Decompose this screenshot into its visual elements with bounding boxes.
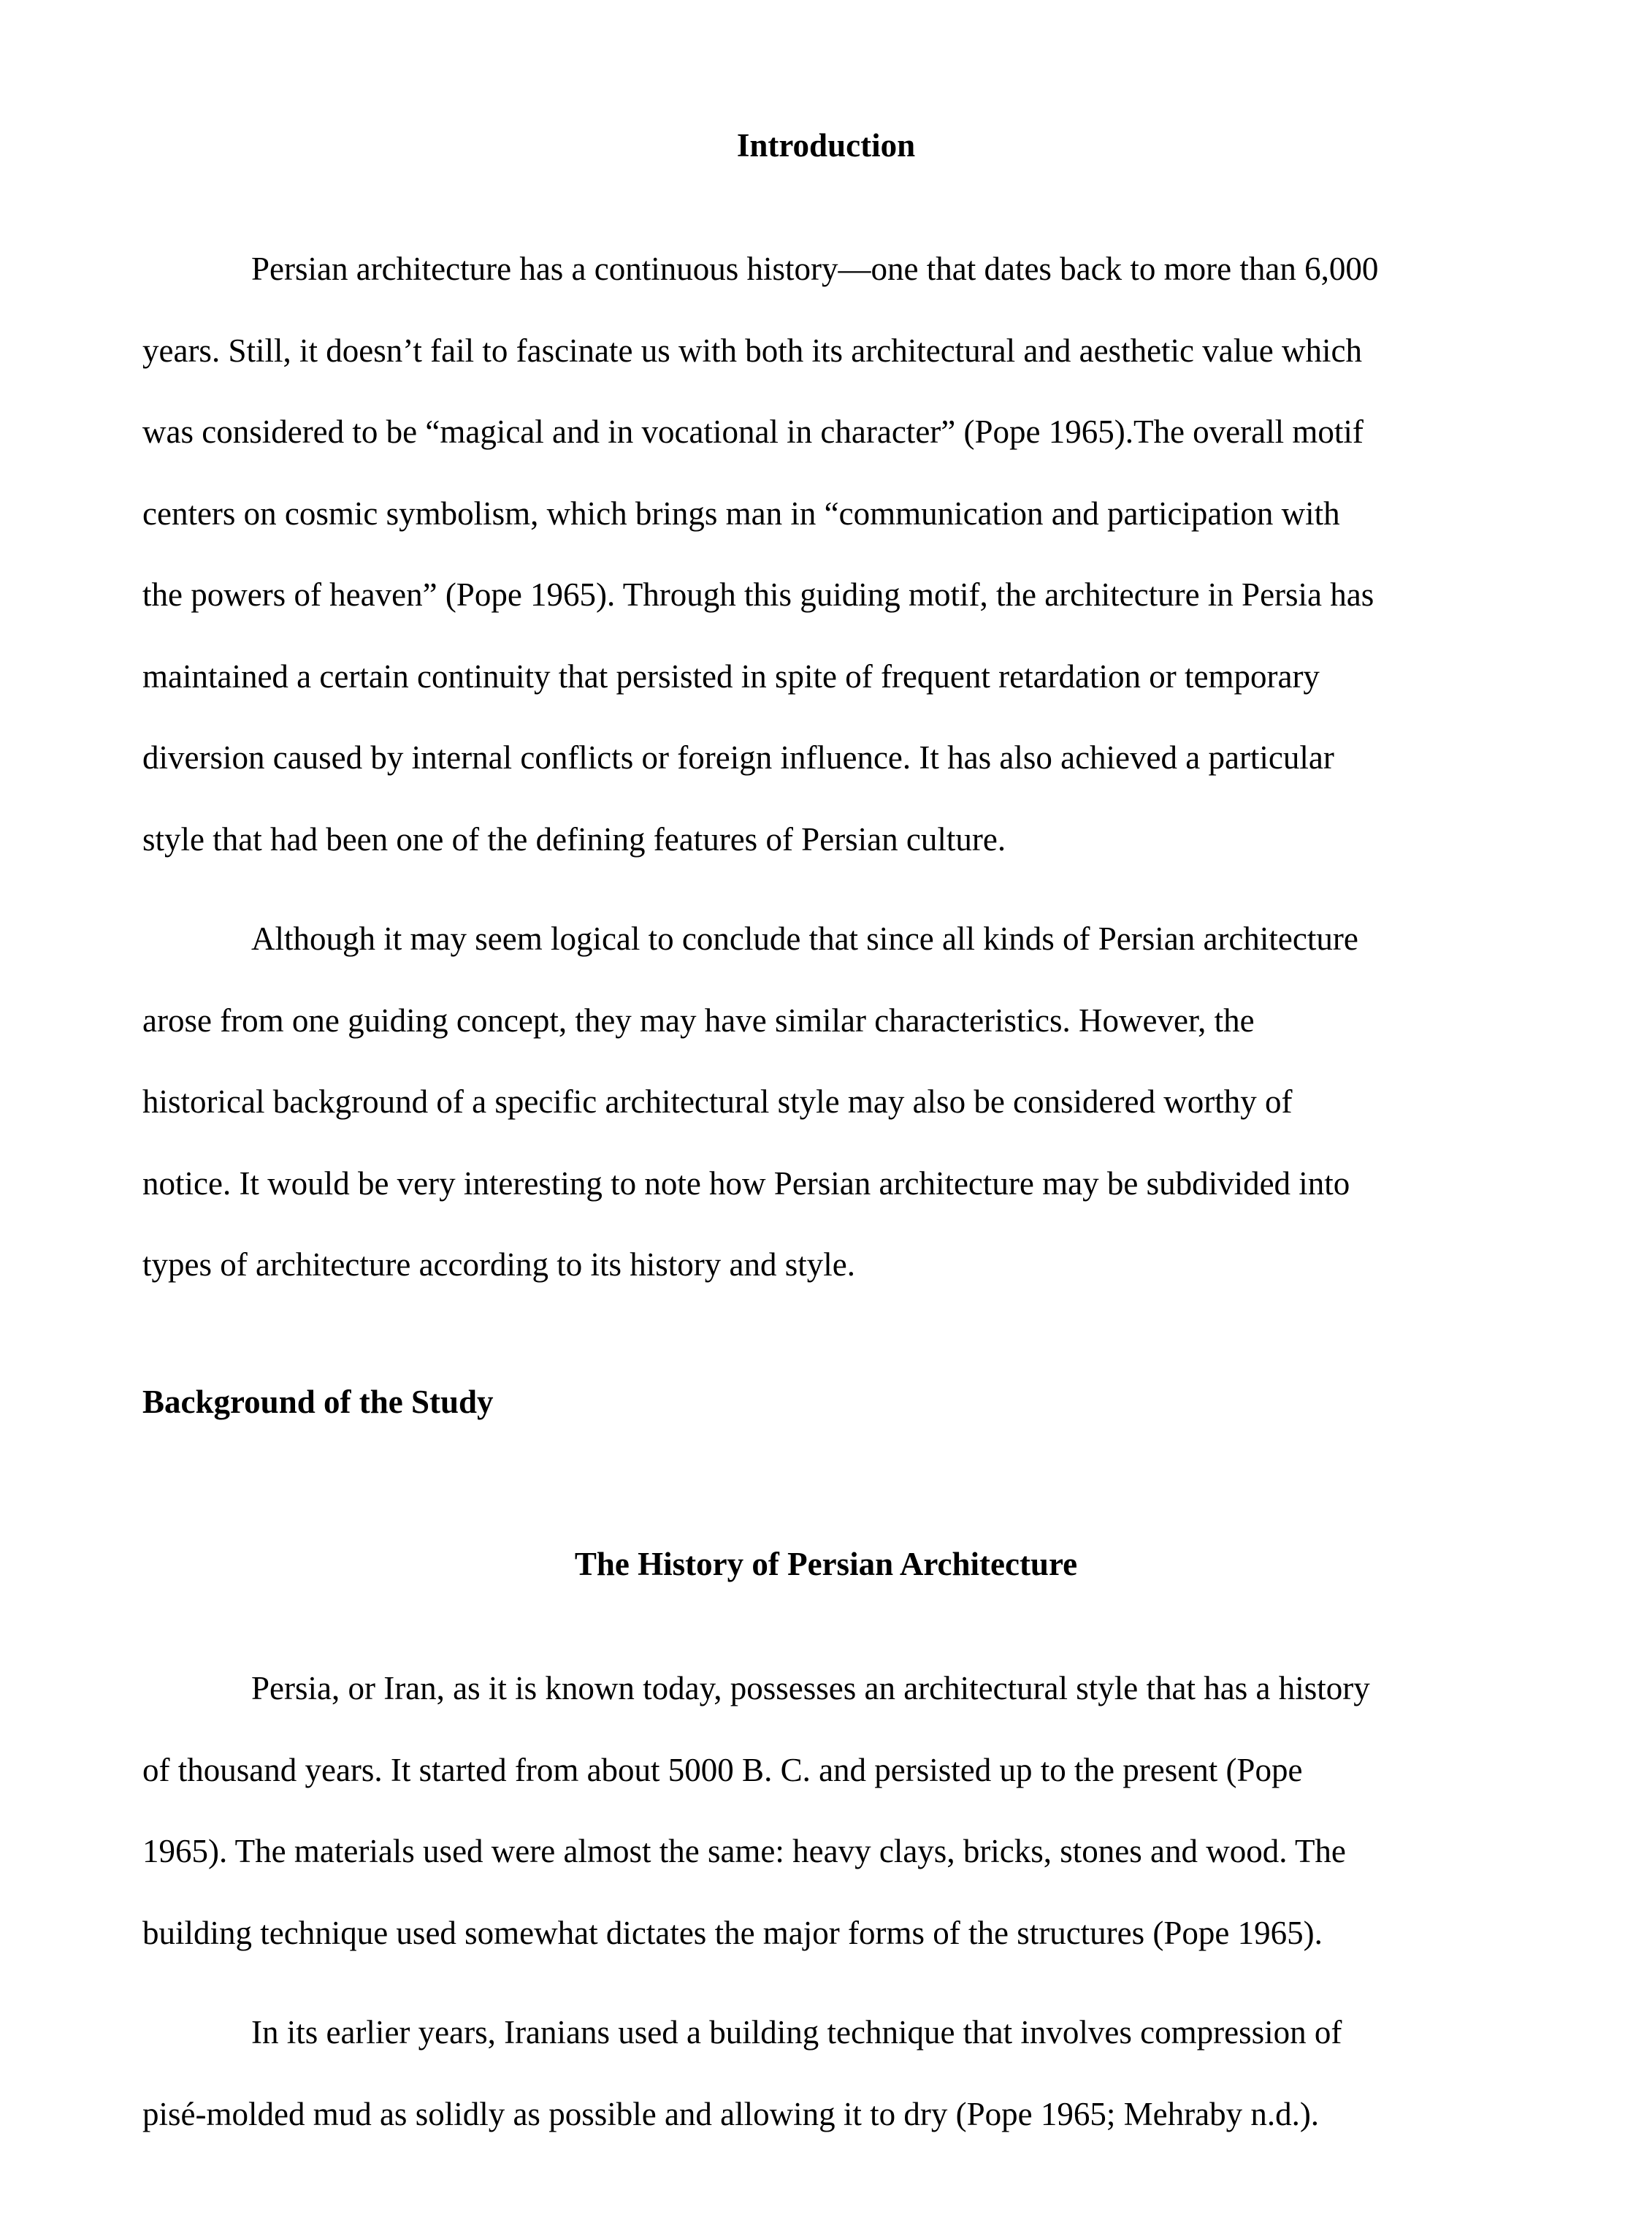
paragraph-line: historical background of a specific architectural style may also be considered worthy of [142, 1083, 1293, 1120]
paragraph-line: arose from one guiding concept, they may have similar characteristics. However, the [142, 1002, 1255, 1039]
paragraph-2 [142, 899, 1358, 1306]
paragraph-1 [142, 229, 1378, 880]
paragraph-3 [142, 1648, 1370, 1974]
paragraph-line: years. Still, it doesn’t fail to fascinate us with both its architectural and aesthetic value which [142, 332, 1362, 369]
paragraph-line: Although it may seem logical to conclude that since all kinds of Persian architecture [251, 920, 1358, 957]
paragraph-line: maintained a certain continuity that persisted in spite of frequent retardation or temporary [142, 657, 1320, 695]
heading-history-of-persian-architecture: The History of Persian Architecture [574, 1546, 1078, 1582]
heading-introduction: Introduction [736, 127, 916, 164]
paragraph-line: diversion caused by internal conflicts or foreign influence. It has also achieved a particular [142, 739, 1334, 776]
paragraph-line: building technique used somewhat dictates the major forms of the structures (Pope 1965). [142, 1914, 1323, 1951]
paragraph-line: Persian architecture has a continuous history—one that dates back to more than 6,000 [251, 251, 1379, 287]
paragraph-line: style that had been one of the defining features of Persian culture. [142, 820, 1006, 858]
paragraph-line: centers on cosmic symbolism, which brings man in “communication and participation with [142, 495, 1340, 532]
paragraph-line: of thousand years. It started from about 5000 B. C. and persisted up to the present (Pope [142, 1751, 1303, 1788]
paragraph-line: In its earlier years, Iranians used a building technique that involves compression of [251, 2014, 1342, 2051]
heading-background-of-study: Background of the Study [142, 1384, 494, 1420]
paragraph-line: the powers of heaven” (Pope 1965). Through this guiding motif, the architecture in Persia has [142, 576, 1374, 613]
paragraph-line: types of architecture according to its history and style. [142, 1246, 855, 1283]
paragraph-line: 1965). The materials used were almost the same: heavy clays, bricks, stones and wood. The [142, 1833, 1346, 1869]
paragraph-line: notice. It would be very interesting to note how Persian architecture may be subdivided into [142, 1164, 1350, 1202]
paragraph-4 [142, 1992, 1342, 2155]
paragraph-line: was considered to be “magical and in vocational in character” (Pope 1965).The overall motif [142, 413, 1364, 450]
paragraph-line: pisé-molded mud as solidly as possible and allowing it to dry (Pope 1965; Mehraby n.d.). [142, 2095, 1320, 2132]
paragraph-line: Persia, or Iran, as it is known today, possesses an architectural style that has a history [251, 1670, 1370, 1706]
